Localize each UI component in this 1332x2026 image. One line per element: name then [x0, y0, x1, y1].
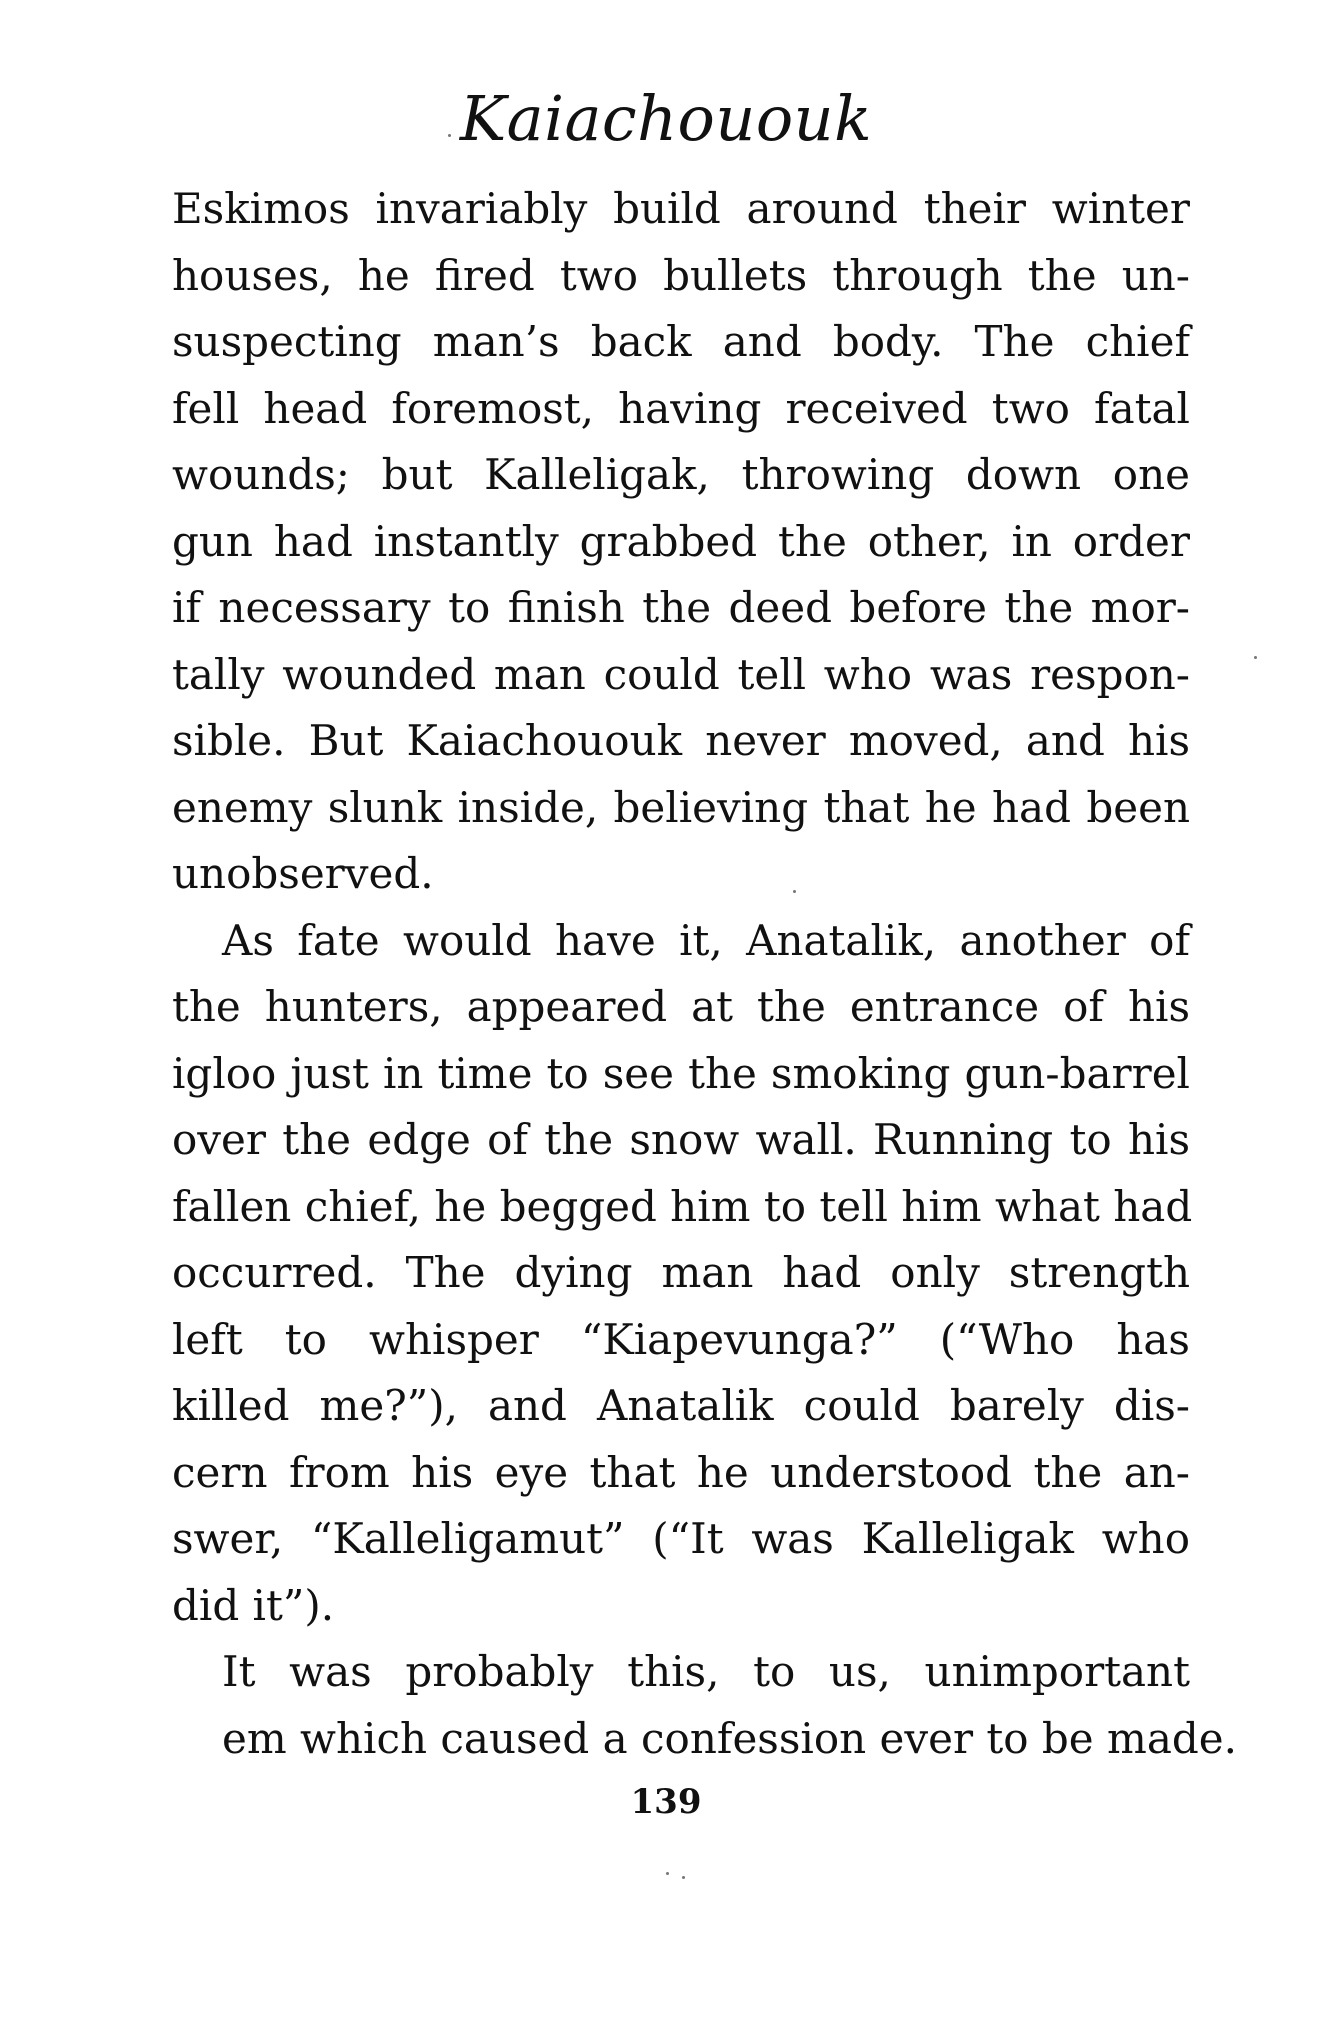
text-line: em which caused a confession ever to be made.	[222, 1713, 1237, 1763]
text-line: fallen chief, he begged him to tell him what had	[172, 1181, 1193, 1231]
text-line: Eskimos invariably build around their winter	[172, 184, 1190, 233]
ink-speck	[448, 134, 451, 137]
text-line: if necessary to finish the deed before the mor-	[172, 583, 1190, 632]
paragraph-2	[172, 908, 1193, 1640]
page-number: 139	[630, 1782, 702, 1822]
ink-speck	[666, 1872, 669, 1875]
running-head: Kaiachououk	[459, 82, 873, 155]
text-line: occurred. The dying man had only strength	[172, 1248, 1190, 1297]
text-line: left to whisper “Kiapevunga?” (“Who has	[172, 1314, 1190, 1364]
ink-speck	[793, 890, 796, 893]
paragraph-3	[172, 1639, 1237, 1772]
ink-speck	[1254, 656, 1257, 659]
text-line: gun had instantly grabbed the other, in order	[172, 516, 1190, 566]
text-line: swer, “Kalleligamut” (“It was Kalleligak who	[172, 1514, 1190, 1563]
text-line: sible. But Kaiachououk never moved, and his	[172, 716, 1190, 765]
text-line: did it”).	[172, 1580, 335, 1630]
text-line: killed me?”), and Anatalik could barely dis-	[172, 1381, 1190, 1430]
text-line: unobserved.	[172, 849, 434, 898]
text-line: the hunters, appeared at the entrance of his	[172, 982, 1190, 1031]
paragraph-1	[172, 176, 1190, 908]
ink-speck	[682, 1876, 685, 1879]
text-line: suspecting man’s back and body. The chief	[172, 317, 1190, 366]
text-line: over the edge of the snow wall. Running to his	[172, 1115, 1190, 1164]
text-line: igloo just in time to see the smoking gun-barrel	[172, 1048, 1190, 1098]
text-line: As fate would have it, Anatalik, another of	[222, 915, 1190, 965]
text-line: wounds; but Kalleligak, throwing down one	[172, 450, 1190, 499]
text-line: tally wounded man could tell who was respon-	[172, 649, 1190, 699]
text-line: fell head foremost, having received two fatal	[172, 383, 1190, 433]
text-line: It was probably this, to us, unimportant	[222, 1647, 1190, 1696]
body-text	[172, 176, 1237, 1772]
text-line: cern from his eye that he understood the an-	[172, 1447, 1190, 1497]
text-line: houses, he fired two bullets through the un-	[172, 250, 1190, 300]
text-line: enemy slunk inside, believing that he had been	[172, 782, 1190, 832]
